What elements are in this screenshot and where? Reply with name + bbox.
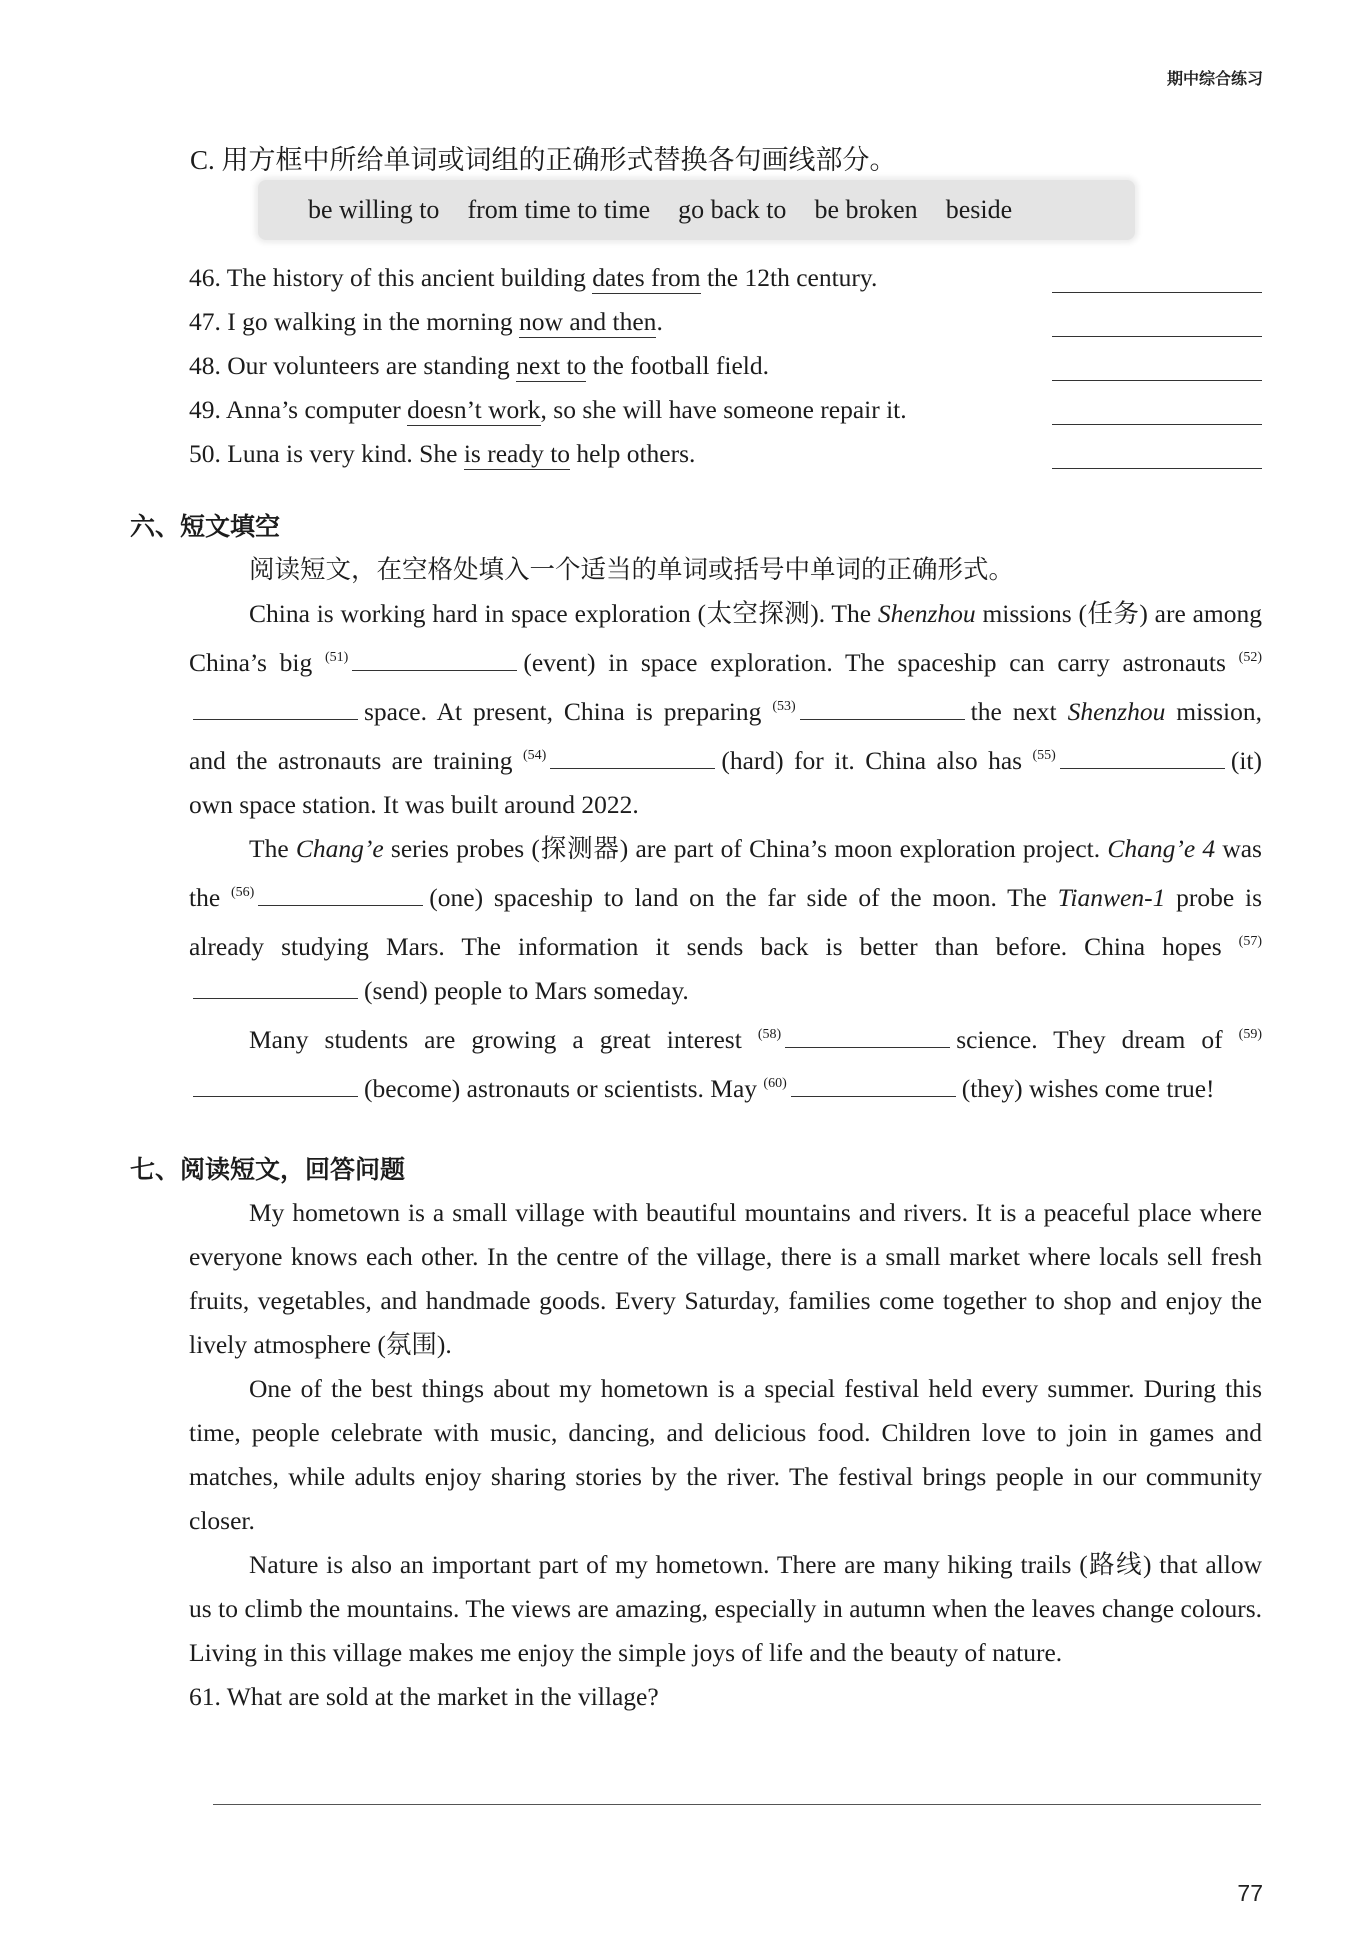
answer-line-47[interactable]: [1052, 336, 1262, 337]
word-option: go back to: [678, 195, 787, 224]
blank-56[interactable]: [258, 885, 423, 906]
paragraph: China is working hard in space exploration (太空探测). The Shenzhou missions (任务) are among China’s big $^{(51)}$ (event) in space exploration. The spaceship can carry astronauts $^{(52)}$space. At present, China is preparing $^{(53)}$ the next Shenzhou mission, and the astronauts are training $^{(54)}$ (hard) for it. China also has $^{(55)}$ (it) own space station. It was built around 2022.: [189, 599, 1263, 819]
answer-line-49[interactable]: [1052, 424, 1262, 425]
blank-59[interactable]: [193, 1076, 358, 1097]
section-6-passage: [189, 548, 1262, 1111]
question-49: 49. Anna’s computer doesn’t work, so she will have someone repair it.: [189, 395, 907, 424]
question-48: 48. Our volunteers are standing next to the football field.: [189, 351, 769, 380]
answer-line-46[interactable]: [1052, 292, 1262, 293]
section-6-title: 六、短文填空: [130, 512, 281, 541]
blank-53[interactable]: [800, 699, 965, 720]
blank-57[interactable]: [193, 978, 358, 999]
page-header: 期中综合练习: [1166, 69, 1263, 88]
paragraph: One of the best things about my hometown is a special festival held every summer. During this time, people celebrate with music, dancing, and delicious food. Children love to join in games and matches, while adults enjoy sharing stories by the river. The festival brings people in our community closer.: [189, 1374, 1262, 1535]
word-option: beside: [945, 195, 1013, 224]
blank-51[interactable]: [352, 650, 517, 671]
part-c-title: C. 用方框中所给单词或词组的正确形式替换各句画线部分。: [190, 145, 897, 175]
underlined-phrase: doesn’t work: [407, 395, 541, 424]
underlined-phrase: is ready to: [463, 439, 571, 468]
question-46: 46. The history of this ancient building dates from the 12th century.: [189, 263, 878, 292]
instruction: 阅读短文，在空格处填入一个适当的单词或括号中单词的正确形式。: [249, 555, 1015, 584]
word-box: [258, 180, 1135, 240]
paragraph: Many students are growing a great interest $^{(58)}$ science. They dream of $^{(59)}$(become) astronauts or scientists. May $^{(60)}$ (they) wishes come true!: [189, 1013, 1262, 1111]
blank-60[interactable]: [791, 1076, 956, 1097]
question-61: 61. What are sold at the market in the village?: [189, 1682, 659, 1711]
underlined-phrase: now and then: [519, 307, 657, 336]
question-47: 47. I go walking in the morning now and then.: [189, 307, 663, 336]
underlined-phrase: next to: [516, 351, 587, 380]
blank-58[interactable]: [785, 1027, 950, 1048]
answer-line-48[interactable]: [1052, 380, 1262, 381]
answer-line-50[interactable]: [1052, 468, 1262, 469]
blank-54[interactable]: [550, 748, 715, 769]
paragraph: Nature is also an important part of my hometown. There are many hiking trails (路线) that allow us to climb the mountains. The views are amazing, especially in autumn when the leaves change colours. Living in this village makes me enjoy the simple joys of life and the beauty of nature.: [189, 1550, 1262, 1667]
section-7-passage: [189, 1191, 1262, 1719]
answer-line-61[interactable]: [213, 1804, 1261, 1805]
underlined-phrase: dates from: [592, 263, 701, 292]
paragraph: The Chang’e series probes (探测器) are part of China’s moon exploration project. Chang’e 4 was the $^{(56)}$ (one) spaceship to land on the far side of the moon. The Tianwen-1 probe is already studying Mars. The information it sends back is better than before. China hopes $^{(57)}$(send) people to Mars someday.: [189, 834, 1262, 1005]
word-option: be broken: [814, 195, 918, 224]
question-50: 50. Luna is very kind. She is ready to help others.: [189, 439, 696, 468]
word-option: from time to time: [467, 195, 651, 224]
section-7-title: 七、阅读短文，回答问题: [130, 1155, 406, 1184]
page-number: 77: [1237, 1880, 1263, 1906]
paragraph: My hometown is a small village with beautiful mountains and rivers. It is a peaceful place where everyone knows each other. In the centre of the village, there is a small market where locals sell fresh fruits, vegetables, and handmade goods. Every Saturday, families come together to shop and enjoy the lively atmosphere (氛围).: [189, 1198, 1262, 1359]
word-option: be willing to: [308, 195, 440, 224]
blank-55[interactable]: [1060, 748, 1225, 769]
blank-52[interactable]: [193, 699, 358, 720]
